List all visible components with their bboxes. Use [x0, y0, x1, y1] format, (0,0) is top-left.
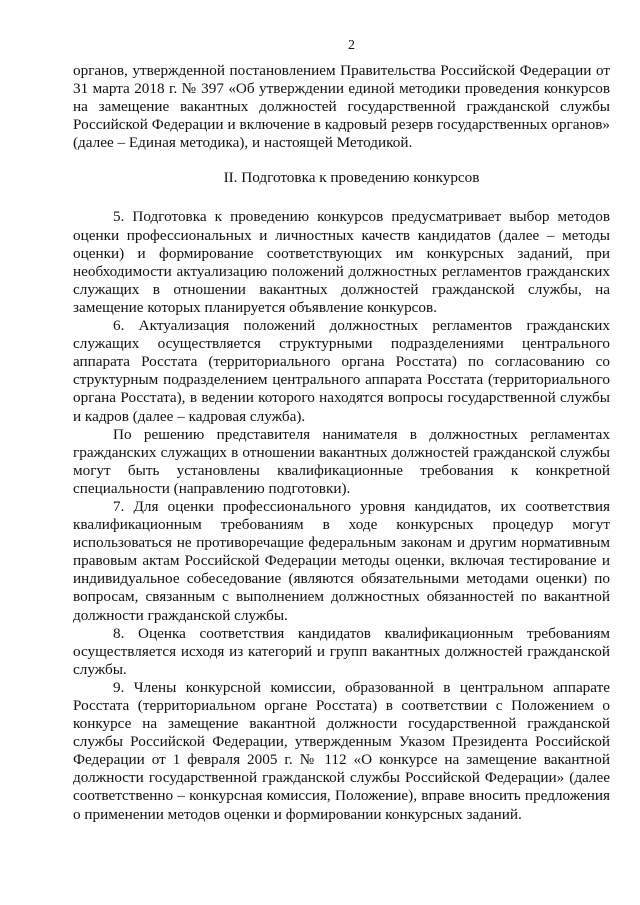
- document-body: [73, 62, 610, 824]
- page-number: 2: [348, 38, 355, 53]
- paragraph-9: 9. Члены конкурсной комиссии, образованной в центральном аппарате Росстата (территориальном органе Росстата) в соответствии с Положением о конкурсе на замещение вакантной должности государственной гражданской службы Российской Федерации, утвержденным Указом Президента Российской Федерации от 1 февраля 2005 г. № 112 «О конкурсе на замещение вакантной должности государственной гражданской службы Российской Федерации» (далее соответственно – конкурсная комиссия, Положение), вправе вносить предложения о применении методов оценки и формировании конкурсных заданий.: [73, 678, 610, 823]
- paragraph-7: 7. Для оценки профессионального уровня кандидатов, их соответствия квалификационным требованиям в ходе конкурсных процедур могут использоваться не противоречащие федеральным законам и другим нормативным правовым актам Российской Федерации методы оценки, включая тестирование и индивидуальное собеседование (являются обязательными методами оценки) по вопросам, связанным с выполнением должностных обязанностей по вакантной должности гражданской службы.: [73, 497, 610, 624]
- paragraph-6-continuation: По решению представителя нанимателя в должностных регламентах гражданских служащих в отношении вакантных должностей гражданской службы могут быть установлены квалификационные требования к конкретной специальности (направлению подготовки).: [73, 425, 610, 497]
- paragraph-6: 6. Актуализация положений должностных регламентов гражданских служащих осуществляется структурными подразделениями центрального аппарата Росстата (территориального органа Росстата) по согласованию со структурным подразделением центрального аппарата Росстата (территориального органа Росстата), в ведении которого находятся вопросы государственной службы и кадров (далее – кадровая служба).: [73, 317, 610, 425]
- opening-paragraph: органов, утвержденной постановлением Правительства Российской Федерации от 31 марта 2018 г. № 397 «Об утверждении единой методики проведения конкурсов на замещение вакантных должностей государственной гражданской службы Российской Федерации и включение в кадровый резерв государственных органов» (далее – Единая методика), и настоящей Методикой.: [73, 62, 610, 152]
- paragraph-8: 8. Оценка соответствия кандидатов квалификационным требованиям осуществляется исходя из категорий и групп вакантных должностей гражданской службы.: [73, 624, 610, 678]
- section-heading: II. Подготовка к проведению конкурсов: [223, 169, 480, 187]
- paragraph-5: 5. Подготовка к проведению конкурсов предусматривает выбор методов оценки профессиональных и личностных качеств кандидатов (далее – методы оценки) и формирование соответствующих им конкурсных заданий, при необходимости актуализацию положений должностных регламентов гражданских служащих в отношении вакантных должностей гражданской службы, на замещение которых планируется объявление конкурсов.: [73, 208, 610, 316]
